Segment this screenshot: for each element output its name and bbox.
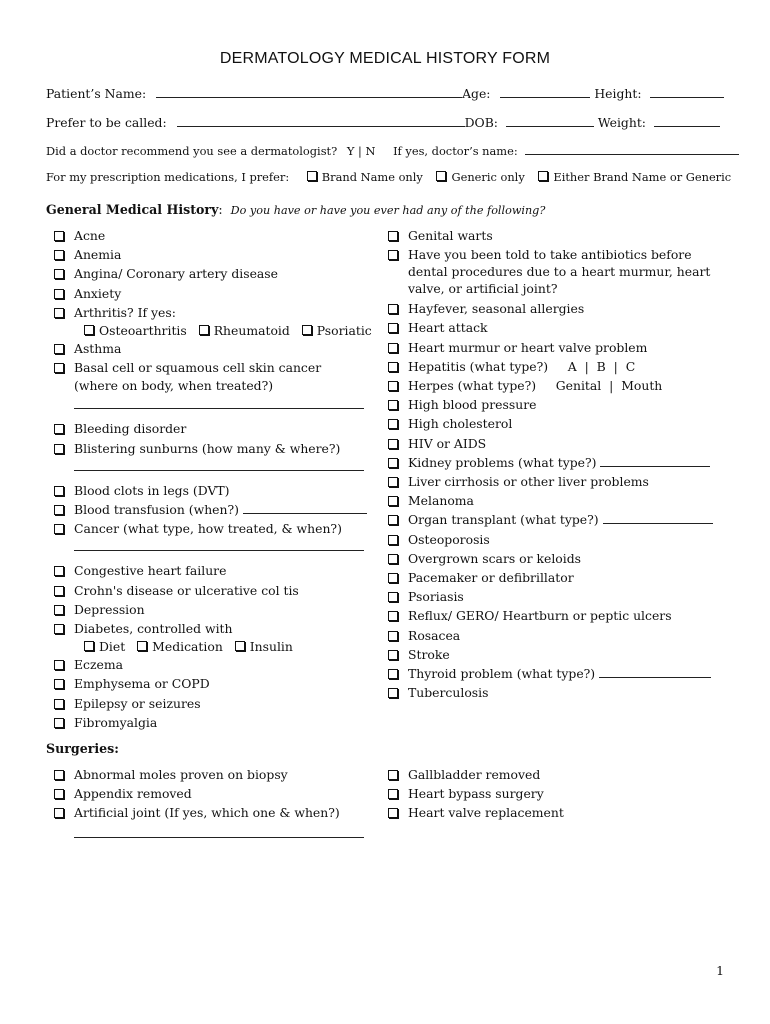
checkbox[interactable] [388,323,398,333]
form-title: DERMATOLOGY MEDICAL HISTORY FORM [219,50,551,67]
checkbox[interactable] [388,808,398,818]
checkbox[interactable] [54,770,64,780]
recommend-row [46,143,739,158]
list-item[interactable]: Blood transfusion (when?) [54,500,364,519]
age-field[interactable] [500,86,590,98]
list-item[interactable]: Heart valve replacement [388,803,724,822]
thyroid-type-field[interactable] [599,667,711,678]
checkbox[interactable] [54,679,64,689]
list-item[interactable]: Tuberculosis [388,683,724,702]
basal-cell-detail: (where on body, when treated?) [74,378,274,394]
height-field[interactable] [650,86,724,98]
weight-label: Weight: [597,115,646,130]
checkbox[interactable] [388,362,398,372]
general-heading-text: General Medical History [46,202,219,217]
list-item[interactable]: Pacemaker or defibrillator [388,568,724,587]
checkbox[interactable] [54,660,64,670]
list-item[interactable]: Have you been told to take antibiotics before dental procedures due to a heart murmur, heart valve, or artificial joint? [388,245,724,299]
checkbox[interactable] [54,308,64,318]
doctor-name-label: If yes, doctor’s name: [393,144,518,158]
checkbox[interactable] [54,231,64,241]
patient-name-label: Patient’s Name: [46,86,147,101]
list-item[interactable]: Anemia [54,245,364,264]
list-item[interactable]: Blood clots in legs (DVT) [54,481,364,500]
list-item[interactable]: Eczema [54,655,364,674]
checkbox[interactable] [54,699,64,709]
list-item[interactable]: Blistering sunburns (how many & where?) [54,439,364,458]
checkbox[interactable] [54,250,64,260]
rheumatoid-option[interactable]: Rheumatoid [199,323,290,338]
list-item[interactable]: Heart murmur or heart valve problem [388,338,724,357]
medication-option[interactable]: Medication [137,639,223,654]
checkbox[interactable] [388,515,398,525]
list-item[interactable]: Melanoma [388,491,724,510]
checkbox[interactable] [388,250,398,260]
list-item[interactable]: High blood pressure [388,395,724,414]
sunburn-answer-line[interactable] [74,470,364,471]
rx-generic-option[interactable]: Generic only [436,170,524,184]
surgeries-right-list [388,765,724,823]
doctor-name-field[interactable] [525,143,739,155]
prefer-row [46,115,720,130]
list-item[interactable]: Basal cell or squamous cell skin cancer [54,358,364,377]
checkbox[interactable] [388,770,398,780]
diabetes-options [54,638,364,655]
list-item[interactable]: Thyroid problem (what type?) [388,664,724,683]
prescription-label: For my prescription medications, I prefer: [46,170,290,184]
list-item[interactable]: Bleeding disorder [54,419,364,438]
checkbox[interactable] [54,605,64,615]
checkbox[interactable] [388,535,398,545]
general-history-heading: General Medical History: Do you have or have you ever had any of the following? [46,202,546,217]
checkbox[interactable] [388,343,398,353]
checkbox[interactable] [54,624,64,634]
list-item[interactable]: Hayfever, seasonal allergies [388,299,724,318]
height-label: Height: [594,86,642,101]
list-item[interactable]: Liver cirrhosis or other liver problems [388,472,724,491]
checkbox[interactable] [54,486,64,496]
list-item[interactable]: Herpes (what type?) Genital | Mouth [388,376,724,395]
surgeries-heading: Surgeries: [46,741,119,756]
prefer-label: Prefer to be called: [46,115,167,130]
checkbox[interactable] [388,631,398,641]
prescription-row [46,170,731,184]
checkbox[interactable] [388,477,398,487]
checkbox[interactable] [137,641,147,651]
age-label: Age: [462,86,491,101]
list-item[interactable]: Epilepsy or seizures [54,694,364,713]
checkbox[interactable] [388,496,398,506]
list-item[interactable]: Psoriasis [388,587,724,606]
list-item[interactable]: Stroke [388,645,724,664]
checkbox[interactable] [54,269,64,279]
list-item[interactable]: Heart bypass surgery [388,784,724,803]
list-item[interactable]: Osteoporosis [388,530,724,549]
patient-name-field[interactable] [156,86,462,98]
list-item[interactable]: Rosacea [388,626,724,645]
list-item[interactable]: Artificial joint (If yes, which one & when?) [54,803,364,822]
list-item[interactable]: Genital warts [388,226,724,245]
rx-brand-option[interactable]: Brand Name only [307,170,423,184]
checkbox[interactable] [54,363,64,373]
rx-either-option[interactable]: Either Brand Name or Generic [538,170,731,184]
checkbox[interactable] [54,789,64,799]
checkbox[interactable] [388,419,398,429]
checkbox[interactable] [54,718,64,728]
checkbox[interactable] [54,524,64,534]
checkbox[interactable] [538,171,548,181]
list-item[interactable]: Acne [54,226,364,245]
checkbox[interactable] [84,325,94,335]
list-item[interactable]: High cholesterol [388,414,724,433]
checkbox[interactable] [54,808,64,818]
list-item[interactable]: Organ transplant (what type?) [388,510,724,529]
list-item[interactable]: HIV or AIDS [388,434,724,453]
weight-field[interactable] [654,115,720,127]
checkbox[interactable] [436,171,446,181]
left-condition-list [54,226,372,732]
checkbox[interactable] [54,444,64,454]
list-item[interactable]: Cancer (what type, how treated, & when?) [54,519,364,538]
psoriatic-option[interactable]: Psoriatic [302,323,372,338]
checkbox[interactable] [388,231,398,241]
arthritis-options [54,322,372,339]
list-item[interactable]: Gallbladder removed [388,765,724,784]
checkbox[interactable] [84,641,94,651]
checkbox[interactable] [388,688,398,698]
checkbox[interactable] [388,669,398,679]
checkbox[interactable] [388,304,398,314]
checkbox[interactable] [54,505,64,515]
checkbox[interactable] [388,381,398,391]
general-prompt: Do you have or have you ever had any of the following? [230,204,546,217]
dob-field[interactable] [506,115,594,127]
transplant-type-field[interactable] [603,513,713,524]
list-item[interactable]: Arthritis? If yes: [54,303,364,322]
checkbox[interactable] [388,592,398,602]
transfusion-field[interactable] [243,503,367,514]
list-item[interactable]: Overgrown scars or keloids [388,549,724,568]
checkbox[interactable] [54,566,64,576]
checkbox[interactable] [388,611,398,621]
dob-label: DOB: [464,115,498,130]
checkbox[interactable] [54,586,64,596]
list-item[interactable]: Crohn's disease or ulcerative col tis [54,581,364,600]
list-item[interactable]: Diabetes, controlled with [54,619,364,638]
right-condition-list [388,226,724,702]
list-item[interactable]: Congestive heart failure [54,561,364,580]
checkbox[interactable] [388,573,398,583]
checkbox[interactable] [307,171,317,181]
checkbox[interactable] [302,325,312,335]
checkbox[interactable] [54,289,64,299]
artificial-joint-answer-line[interactable] [74,837,364,838]
surgeries-left-list [54,765,364,848]
list-item[interactable]: Angina/ Coronary artery disease [54,264,364,283]
patient-name-row [46,86,724,101]
list-item[interactable]: Hepatitis (what type?) A | B | C [388,357,724,376]
recommend-label: Did a doctor recommend you see a dermatologist? [46,144,338,158]
checkbox[interactable] [54,424,64,434]
insulin-option[interactable]: Insulin [235,639,293,654]
checkbox[interactable] [388,554,398,564]
checkbox[interactable] [235,641,245,651]
list-item[interactable]: Anxiety [54,284,364,303]
kidney-type-field[interactable] [600,456,710,467]
list-item[interactable]: Heart attack [388,318,724,337]
list-item[interactable]: Fibromyalgia [54,713,364,732]
checkbox[interactable] [388,789,398,799]
list-item[interactable]: Depression [54,600,364,619]
basal-cell-answer-line[interactable] [74,408,364,409]
checkbox[interactable] [388,439,398,449]
prefer-field[interactable] [177,115,465,127]
list-item[interactable]: Appendix removed [54,784,364,803]
list-item[interactable]: Asthma [54,339,364,358]
osteoarthritis-option[interactable]: Osteoarthritis [84,323,187,338]
list-item[interactable]: Abnormal moles proven on biopsy [54,765,364,784]
diet-option[interactable]: Diet [84,639,125,654]
checkbox[interactable] [199,325,209,335]
checkbox[interactable] [54,344,64,354]
yes-no-choice[interactable]: Y | N [346,144,376,158]
list-item[interactable]: Reflux/ GERO/ Heartburn or peptic ulcers [388,606,724,625]
checkbox[interactable] [388,458,398,468]
cancer-answer-line[interactable] [74,550,364,551]
page-number: 1 [716,963,724,978]
list-item[interactable]: Kidney problems (what type?) [388,453,724,472]
checkbox[interactable] [388,400,398,410]
checkbox[interactable] [388,650,398,660]
list-item[interactable]: Emphysema or COPD [54,674,364,693]
